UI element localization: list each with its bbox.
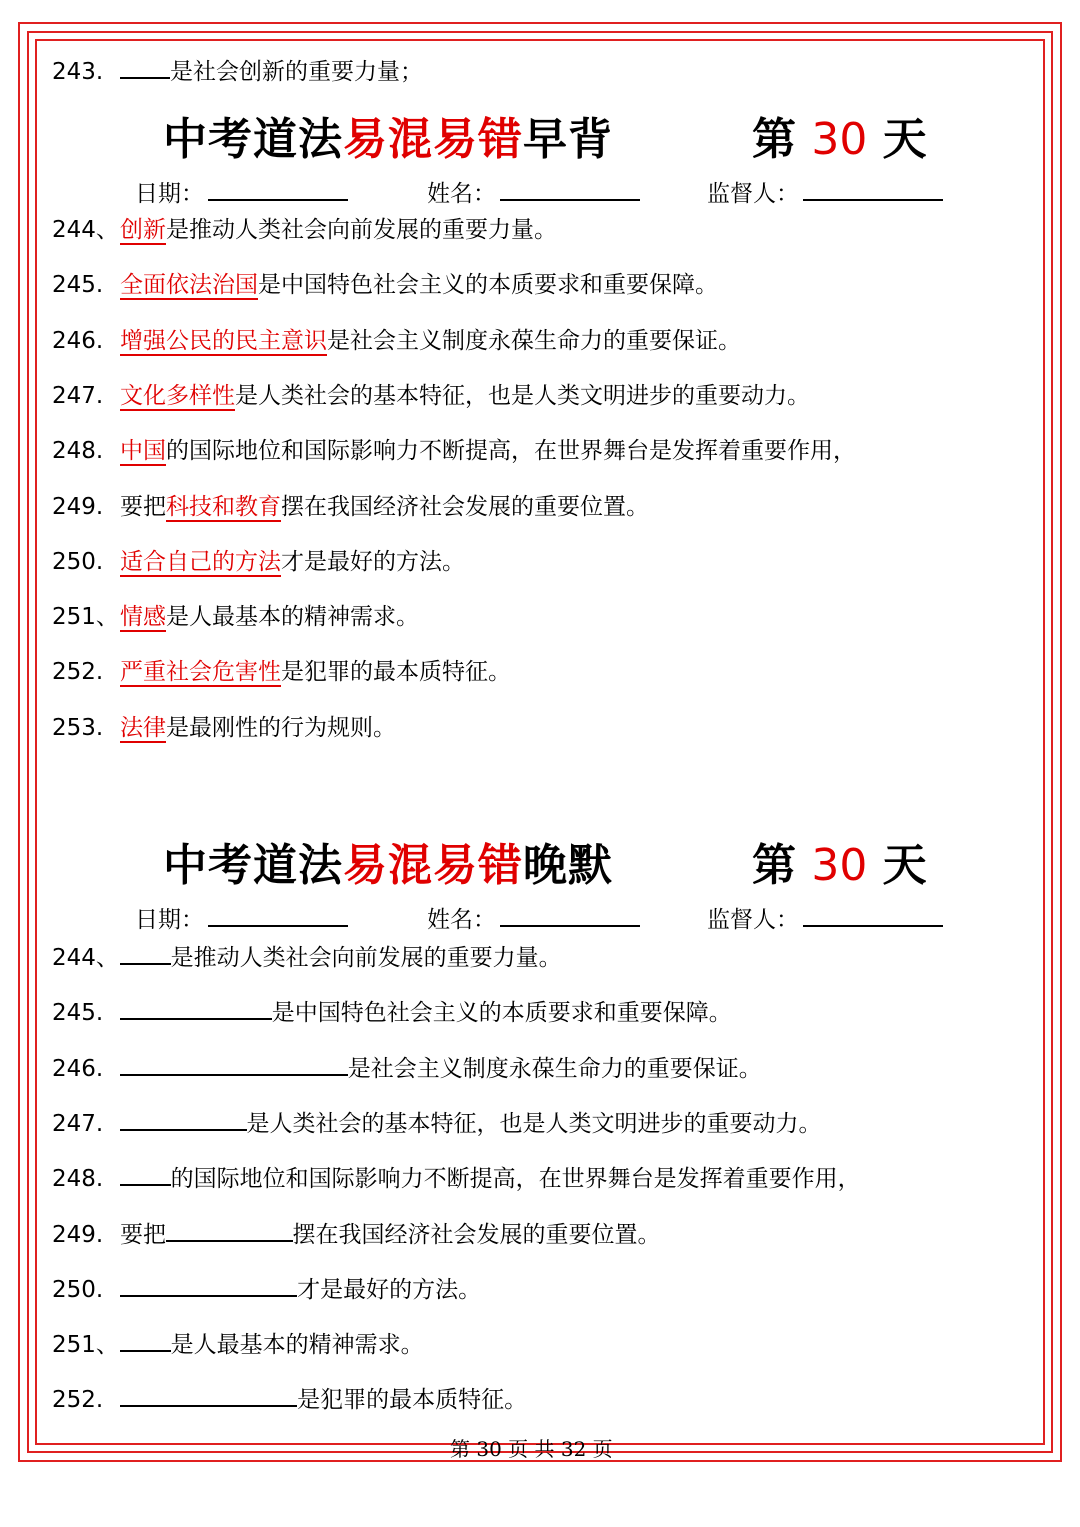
evening-item bbox=[52, 1052, 762, 1084]
date-blank[interactable] bbox=[208, 903, 348, 927]
item-text: 是推动人类社会向前发展的重要力量。 bbox=[170, 945, 562, 971]
evening-day bbox=[752, 840, 927, 892]
item-prefix: 要把 bbox=[120, 493, 166, 520]
answer-text: 中国 bbox=[120, 438, 166, 465]
day-suffix: 天 bbox=[882, 114, 927, 165]
fill-blank[interactable] bbox=[120, 1273, 297, 1297]
item-text: 是人类社会的基本特征，也是人类文明进步的重要动力。 bbox=[246, 1110, 822, 1137]
item-number: 245. bbox=[52, 1000, 104, 1027]
evening-item bbox=[52, 1218, 661, 1250]
supervisor-blank[interactable] bbox=[803, 903, 943, 927]
date-blank[interactable] bbox=[208, 177, 348, 201]
evening-item bbox=[52, 1273, 481, 1305]
item-text: 是社会创新的重要力量； bbox=[170, 59, 423, 85]
item-text: 的国际地位和国际影响力不断提高，在世界舞台是发挥着重要作用， bbox=[170, 1166, 861, 1193]
item-number: 247. bbox=[52, 382, 104, 409]
date-field[interactable] bbox=[135, 903, 348, 935]
answer-text: 全面依法治国 bbox=[120, 272, 258, 299]
title-highlight: 易混易错 bbox=[343, 114, 523, 165]
title-part: 中考道法 bbox=[163, 840, 343, 891]
title-part: 早背 bbox=[523, 114, 613, 165]
evening-item bbox=[52, 1328, 424, 1360]
morning-item bbox=[52, 381, 810, 411]
answer-text: 法律 bbox=[120, 714, 166, 741]
item-number: 244、 bbox=[52, 217, 119, 243]
item-number: 252. bbox=[52, 659, 104, 686]
answer-text: 创新 bbox=[120, 217, 166, 243]
day-number: 30 bbox=[811, 114, 868, 165]
fill-blank[interactable] bbox=[120, 1052, 348, 1076]
date-label: 日期： bbox=[135, 181, 204, 207]
day-prefix: 第 bbox=[752, 840, 796, 891]
evening-item bbox=[52, 1383, 527, 1415]
fill-blank[interactable] bbox=[166, 1218, 293, 1242]
supervisor-field[interactable] bbox=[707, 177, 943, 209]
morning-item bbox=[52, 270, 718, 300]
name-blank[interactable] bbox=[500, 177, 640, 201]
item-number: 250. bbox=[52, 548, 104, 575]
item-text: 是社会主义制度永葆生命力的重要保证。 bbox=[327, 327, 741, 354]
fill-blank[interactable] bbox=[120, 996, 272, 1020]
item-number: 252. bbox=[52, 1387, 104, 1414]
item-number: 253. bbox=[52, 714, 104, 741]
morning-item bbox=[52, 492, 649, 522]
supervisor-field[interactable] bbox=[707, 903, 943, 935]
item-number: 251、 bbox=[52, 604, 119, 631]
answer-text: 增强公民的民主意识 bbox=[120, 327, 327, 354]
item-number: 246. bbox=[52, 1055, 104, 1082]
item-text: 是社会主义制度永葆生命力的重要保证。 bbox=[347, 1055, 762, 1082]
morning-item bbox=[52, 326, 741, 356]
item-text: 是人最基本的精神需求。 bbox=[166, 604, 419, 631]
item-number: 249. bbox=[52, 493, 104, 520]
answer-text: 适合自己的方法 bbox=[120, 548, 281, 575]
item-number: 249. bbox=[52, 1221, 104, 1248]
item-text: 摆在我国经济社会发展的重要位置。 bbox=[281, 493, 649, 520]
morning-item bbox=[52, 436, 856, 466]
evening-item bbox=[52, 941, 562, 973]
page-footer: 第 30 页 共 32 页 bbox=[450, 1437, 613, 1461]
day-suffix: 天 bbox=[882, 840, 927, 891]
item-number: 250. bbox=[52, 1276, 104, 1303]
morning-title bbox=[163, 114, 613, 166]
answer-text: 科技和教育 bbox=[166, 493, 281, 520]
evening-item bbox=[52, 1107, 822, 1139]
day-number: 30 bbox=[811, 840, 868, 891]
item-number: 248. bbox=[52, 1166, 104, 1193]
item-text: 才是最好的方法。 bbox=[297, 1276, 482, 1303]
item-number: 245. bbox=[52, 272, 104, 299]
item-number: 248. bbox=[52, 438, 104, 465]
name-label: 姓名： bbox=[427, 181, 496, 207]
item-text: 是犯罪的最本质特征。 bbox=[297, 1387, 528, 1414]
supervisor-label: 监督人： bbox=[707, 181, 799, 207]
answer-text: 文化多样性 bbox=[120, 382, 235, 409]
item-243 bbox=[52, 55, 423, 87]
item-text: 是最刚性的行为规则。 bbox=[166, 714, 396, 741]
blank bbox=[120, 55, 170, 79]
name-field[interactable] bbox=[427, 903, 640, 935]
morning-item bbox=[52, 713, 396, 743]
date-label: 日期： bbox=[135, 907, 204, 933]
name-label: 姓名： bbox=[427, 907, 496, 933]
fill-blank[interactable] bbox=[120, 1328, 171, 1352]
fill-blank[interactable] bbox=[120, 1383, 297, 1407]
title-highlight: 易混易错 bbox=[343, 840, 523, 891]
item-number: 251、 bbox=[52, 1332, 119, 1359]
morning-item bbox=[52, 215, 557, 245]
fill-blank[interactable] bbox=[120, 1107, 247, 1131]
item-text: 是推动人类社会向前发展的重要力量。 bbox=[166, 217, 557, 243]
supervisor-label: 监督人： bbox=[707, 907, 799, 933]
item-text: 是中国特色社会主义的本质要求和重要保障。 bbox=[271, 1000, 732, 1027]
answer-text: 严重社会危害性 bbox=[120, 659, 281, 686]
item-text: 是人类社会的基本特征，也是人类文明进步的重要动力。 bbox=[235, 382, 810, 409]
morning-day bbox=[752, 114, 927, 166]
item-text: 的国际地位和国际影响力不断提高，在世界舞台是发挥着重要作用， bbox=[166, 438, 856, 465]
fill-blank[interactable] bbox=[120, 941, 171, 965]
morning-item bbox=[52, 547, 465, 577]
evening-item bbox=[52, 996, 732, 1028]
item-text: 摆在我国经济社会发展的重要位置。 bbox=[292, 1221, 661, 1248]
fill-blank[interactable] bbox=[120, 1162, 171, 1186]
morning-item bbox=[52, 602, 419, 632]
item-prefix: 要把 bbox=[120, 1221, 166, 1248]
title-part: 中考道法 bbox=[163, 114, 343, 165]
morning-item bbox=[52, 657, 511, 687]
item-text: 才是最好的方法。 bbox=[281, 548, 465, 575]
supervisor-blank[interactable] bbox=[803, 177, 943, 201]
name-blank[interactable] bbox=[500, 903, 640, 927]
evening-item bbox=[52, 1162, 861, 1194]
evening-title bbox=[163, 840, 613, 892]
answer-text: 情感 bbox=[120, 604, 166, 631]
item-number: 244、 bbox=[52, 945, 119, 971]
item-text: 是犯罪的最本质特征。 bbox=[281, 659, 511, 686]
day-prefix: 第 bbox=[752, 114, 796, 165]
item-text: 是人最基本的精神需求。 bbox=[170, 1332, 424, 1359]
item-number: 247. bbox=[52, 1110, 104, 1137]
name-field[interactable] bbox=[427, 177, 640, 209]
item-text: 是中国特色社会主义的本质要求和重要保障。 bbox=[258, 272, 718, 299]
item-number: 246. bbox=[52, 327, 104, 354]
date-field[interactable] bbox=[135, 177, 348, 209]
title-part: 晚默 bbox=[523, 840, 613, 891]
item-number: 243. bbox=[52, 59, 104, 85]
